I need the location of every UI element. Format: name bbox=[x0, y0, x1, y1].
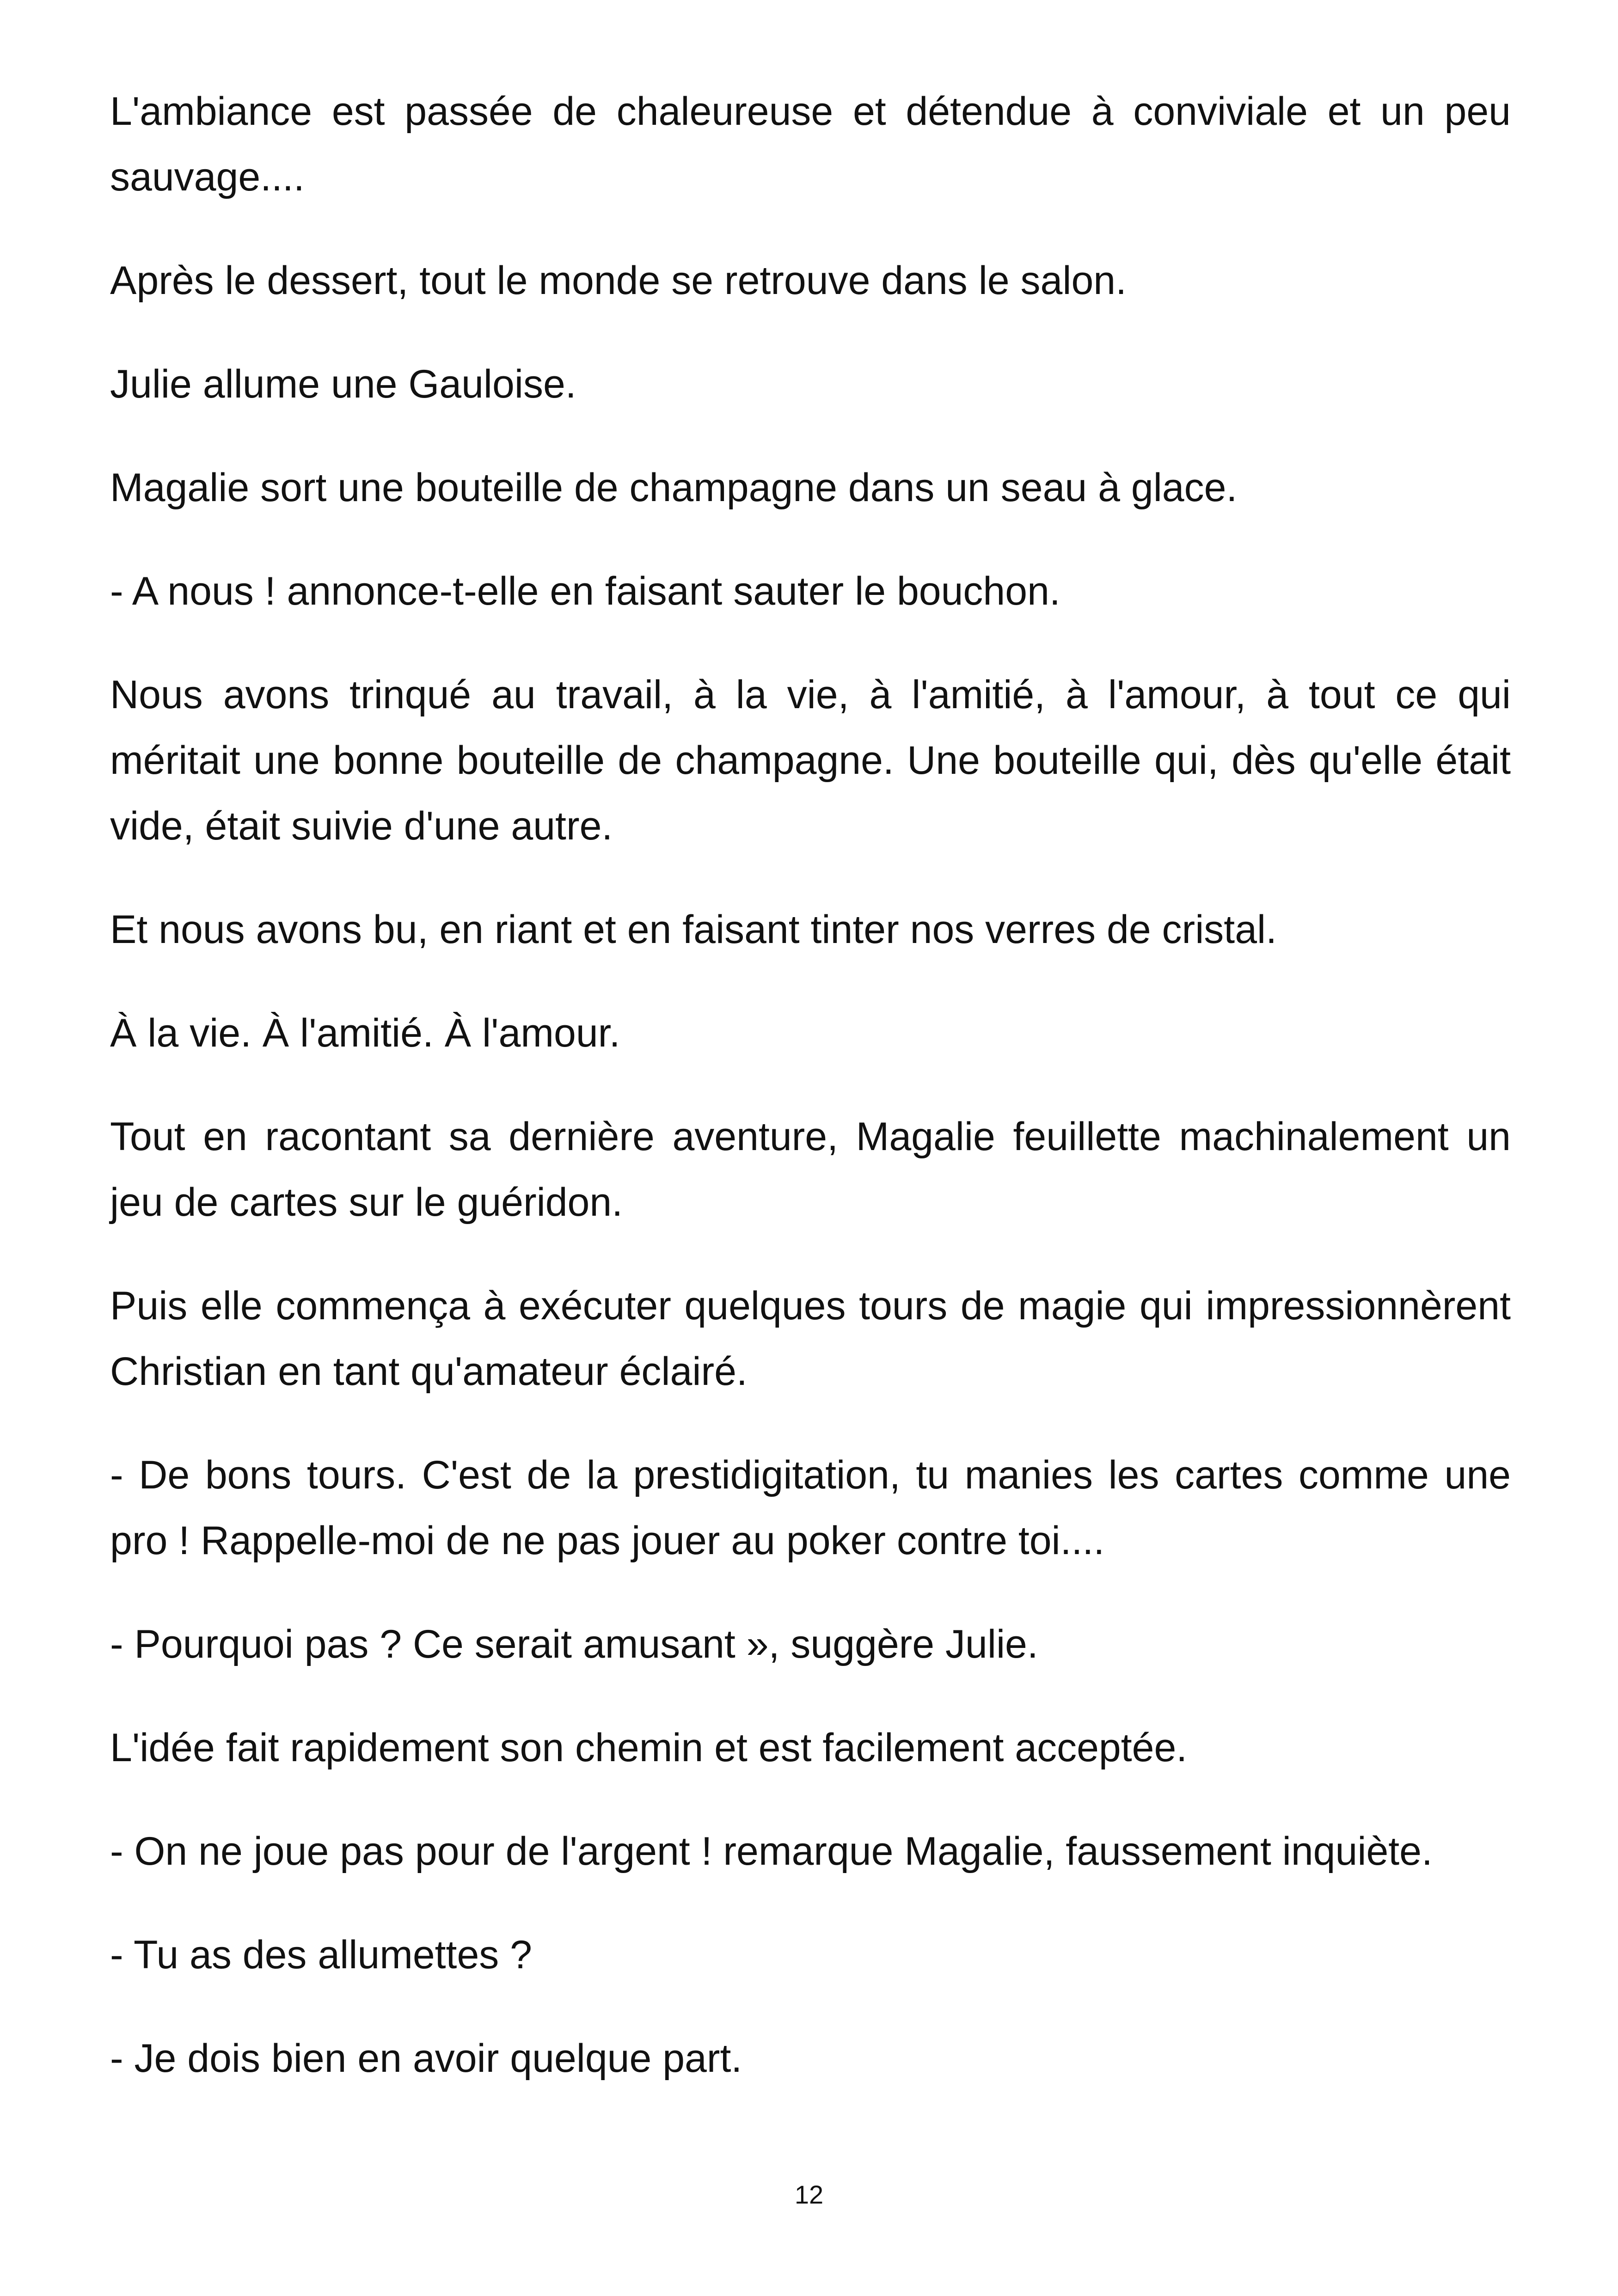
paragraph: Nous avons trinqué au travail, à la vie, à l'amitié, à l'amour, à tout ce qui méritait une bonne bouteille de champagne. Une bouteille qui, dès qu'elle était vide, était suivie d'une autre. bbox=[110, 673, 1511, 848]
body-text bbox=[110, 79, 1511, 2091]
paragraph: Après le dessert, tout le monde se retrouve dans le salon. bbox=[110, 258, 1127, 303]
dialogue-line: - Tu as des allumettes ? bbox=[110, 1933, 532, 1977]
dialogue-line: - On ne joue pas pour de l'argent ! remarque Magalie, faussement inquiète. bbox=[110, 1829, 1433, 1874]
paragraph: Et nous avons bu, en riant et en faisant tinter nos verres de cristal. bbox=[110, 907, 1277, 952]
paragraph: Puis elle commença à exécuter quelques tours de magie qui impressionnèrent Christian en tant qu'amateur éclairé. bbox=[110, 1284, 1511, 1394]
paragraph: L'idée fait rapidement son chemin et est facilement acceptée. bbox=[110, 1726, 1188, 1770]
dialogue-line: - Pourquoi pas ? Ce serait amusant », suggère Julie. bbox=[110, 1622, 1038, 1666]
dialogue-line: - Je dois bien en avoir quelque part. bbox=[110, 2036, 742, 2081]
paragraph: Julie allume une Gauloise. bbox=[110, 362, 576, 406]
dialogue-line: - De bons tours. C'est de la prestidigitation, tu manies les cartes comme une pro ! Rappelle-moi de ne pas jouer au poker contre toi.... bbox=[110, 1453, 1511, 1563]
paragraph: Magalie sort une bouteille de champagne dans un seau à glace. bbox=[110, 465, 1238, 510]
paragraph: Tout en racontant sa dernière aventure, Magalie feuillette machinalement un jeu de cartes sur le guéridon. bbox=[110, 1114, 1511, 1225]
dialogue-line: - A nous ! annonce-t-elle en faisant sauter le bouchon. bbox=[110, 569, 1060, 613]
paragraph: L'ambiance est passée de chaleureuse et détendue à conviviale et un peu sauvage.... bbox=[110, 89, 1511, 199]
page-number: 12 bbox=[794, 2180, 824, 2209]
paragraph: À la vie. À l'amitié. À l'amour. bbox=[110, 1011, 620, 1055]
